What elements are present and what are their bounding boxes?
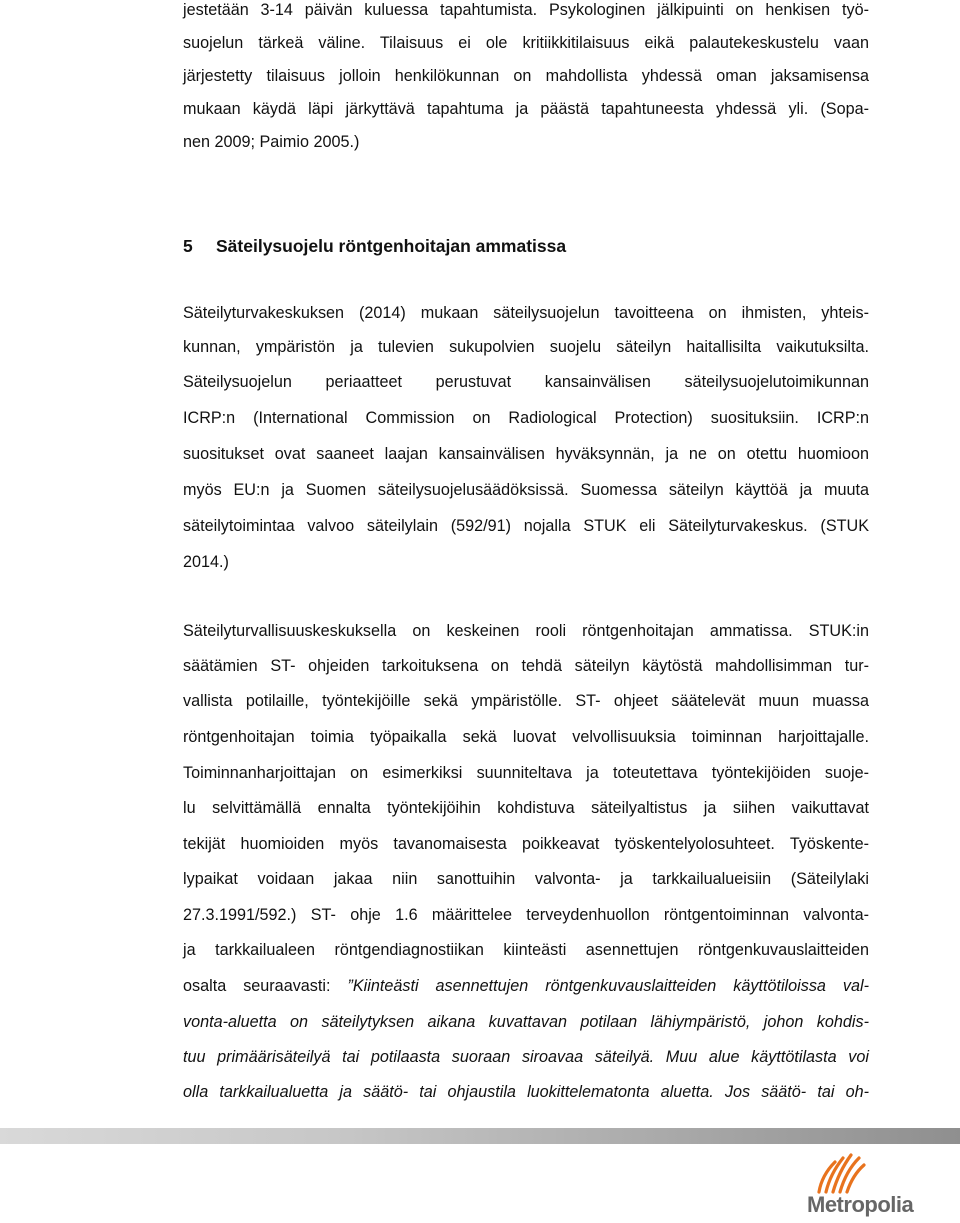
text-line [183, 1047, 869, 1067]
text-line [183, 1082, 869, 1102]
text-line: säätämien ST- ohjeiden tarkoituksena on tehdä säteilyn käytöstä mahdollisimman tur- [183, 657, 869, 675]
metropolia-logo [795, 1150, 935, 1220]
text-line [183, 1012, 869, 1032]
text-line: suojelun tärkeä väline. Tilaisuus ei ole kritiikkitilaisuus eikä palautekeskustelu vaan [183, 34, 869, 52]
metropolia-flame-logo-icon [811, 1150, 871, 1194]
text-line: ja tarkkailualeen röntgendiagnostiikan kiinteästi asennettujen röntgenkuvauslaitteiden [183, 941, 869, 959]
text-line [183, 976, 869, 996]
text-line: Säteilysuojelun periaatteet perustuvat kansainvälisen säteilysuojelutoimikunnan [183, 373, 869, 391]
text-line: lu selvittämällä ennalta työntekijöihin kohdistuva säteilyaltistus ja siihen vaikuttavat [183, 799, 869, 817]
text-line: jestetään 3-14 päivän kuluessa tapahtumista. Psykologinen jälkipuinti on henkisen työ- [183, 1, 869, 19]
text-line: lypaikat voidaan jakaa niin sanottuihin valvonta- ja tarkkailualueisiin (Säteilylaki [183, 870, 869, 888]
text-line: järjestetty tilaisuus jolloin henkilökunnan on mahdollista yhdessä oman jaksamisensa [183, 67, 869, 85]
text-line: röntgenhoitajan toimia työpaikalla sekä luovat velvollisuuksia toiminnan harjoittajalle. [183, 728, 869, 746]
text-line: tekijät huomioiden myös tavanomaisesta poikkeavat työskentelyolosuhteet. Työskente- [183, 835, 869, 853]
text-line: ICRP:n (International Commission on Radiological Protection) suosituksiin. ICRP:n [183, 409, 869, 427]
footer-band [0, 1128, 960, 1144]
quote-text: vonta-aluetta on säteilytyksen aikana kuvattavan potilaan lähiympäristö, johon kohdis- [183, 1013, 869, 1031]
text-line: 2014.) [183, 553, 229, 571]
section-heading [183, 236, 566, 257]
section-number: 5 [183, 236, 193, 256]
text-line: Toiminnanharjoittajan on esimerkiksi suunniteltava ja toteutettava työntekijöiden suoje- [183, 764, 869, 782]
quote-text: olla tarkkailualuetta ja säätö- tai ohjaustila luokittelematonta aluetta. Jos säätö- tai oh- [183, 1083, 869, 1101]
quote-text: tuu primäärisäteilyä tai potilaasta suoraan siroavaa säteilyä. Muu alue käyttötilasta voi [183, 1048, 869, 1066]
text-line: mukaan käydä läpi järkyttävä tapahtuma ja päästä tapahtuneesta yhdessä yli. (Sopa- [183, 100, 869, 118]
text-line: Säteilyturvakeskuksen (2014) mukaan säteilysuojelun tavoitteena on ihmisten, yhteis- [183, 304, 869, 322]
text-span: osalta seuraavasti: [183, 977, 348, 995]
text-line: 27.3.1991/592.) ST- ohje 1.6 määrittelee terveydenhuollon röntgentoiminnan valvonta- [183, 906, 869, 924]
text-line: Säteilyturvallisuuskeskuksella on keskeinen rooli röntgenhoitajan ammatissa. STUK:in [183, 622, 869, 640]
text-line: säteilytoimintaa valvoo säteilylain (592/91) nojalla STUK eli Säteilyturvakeskus. (STUK [183, 517, 869, 535]
logo-wordmark: Metropolia [807, 1192, 914, 1217]
text-line: kunnan, ympäristön ja tulevien sukupolvien suojelu säteilyn haitallisilta vaikutuksilta. [183, 338, 869, 356]
text-line: suositukset ovat saaneet laajan kansainvälisen hyväksynnän, ja ne on otettu huomioon [183, 445, 869, 463]
text-line: nen 2009; Paimio 2005.) [183, 133, 360, 151]
text-line: myös EU:n ja Suomen säteilysuojelusäädöksissä. Suomessa säteilyn käyttöä ja muuta [183, 481, 869, 499]
quote-text: ”Kiinteästi asennettujen röntgenkuvauslaitteiden käyttötiloissa val- [347, 977, 870, 995]
text-line: vallista potilaille, työntekijöille sekä ympäristölle. ST- ohjeet säätelevät muun muassa [183, 692, 869, 710]
section-title: Säteilysuojelu röntgenhoitajan ammatissa [216, 236, 567, 256]
